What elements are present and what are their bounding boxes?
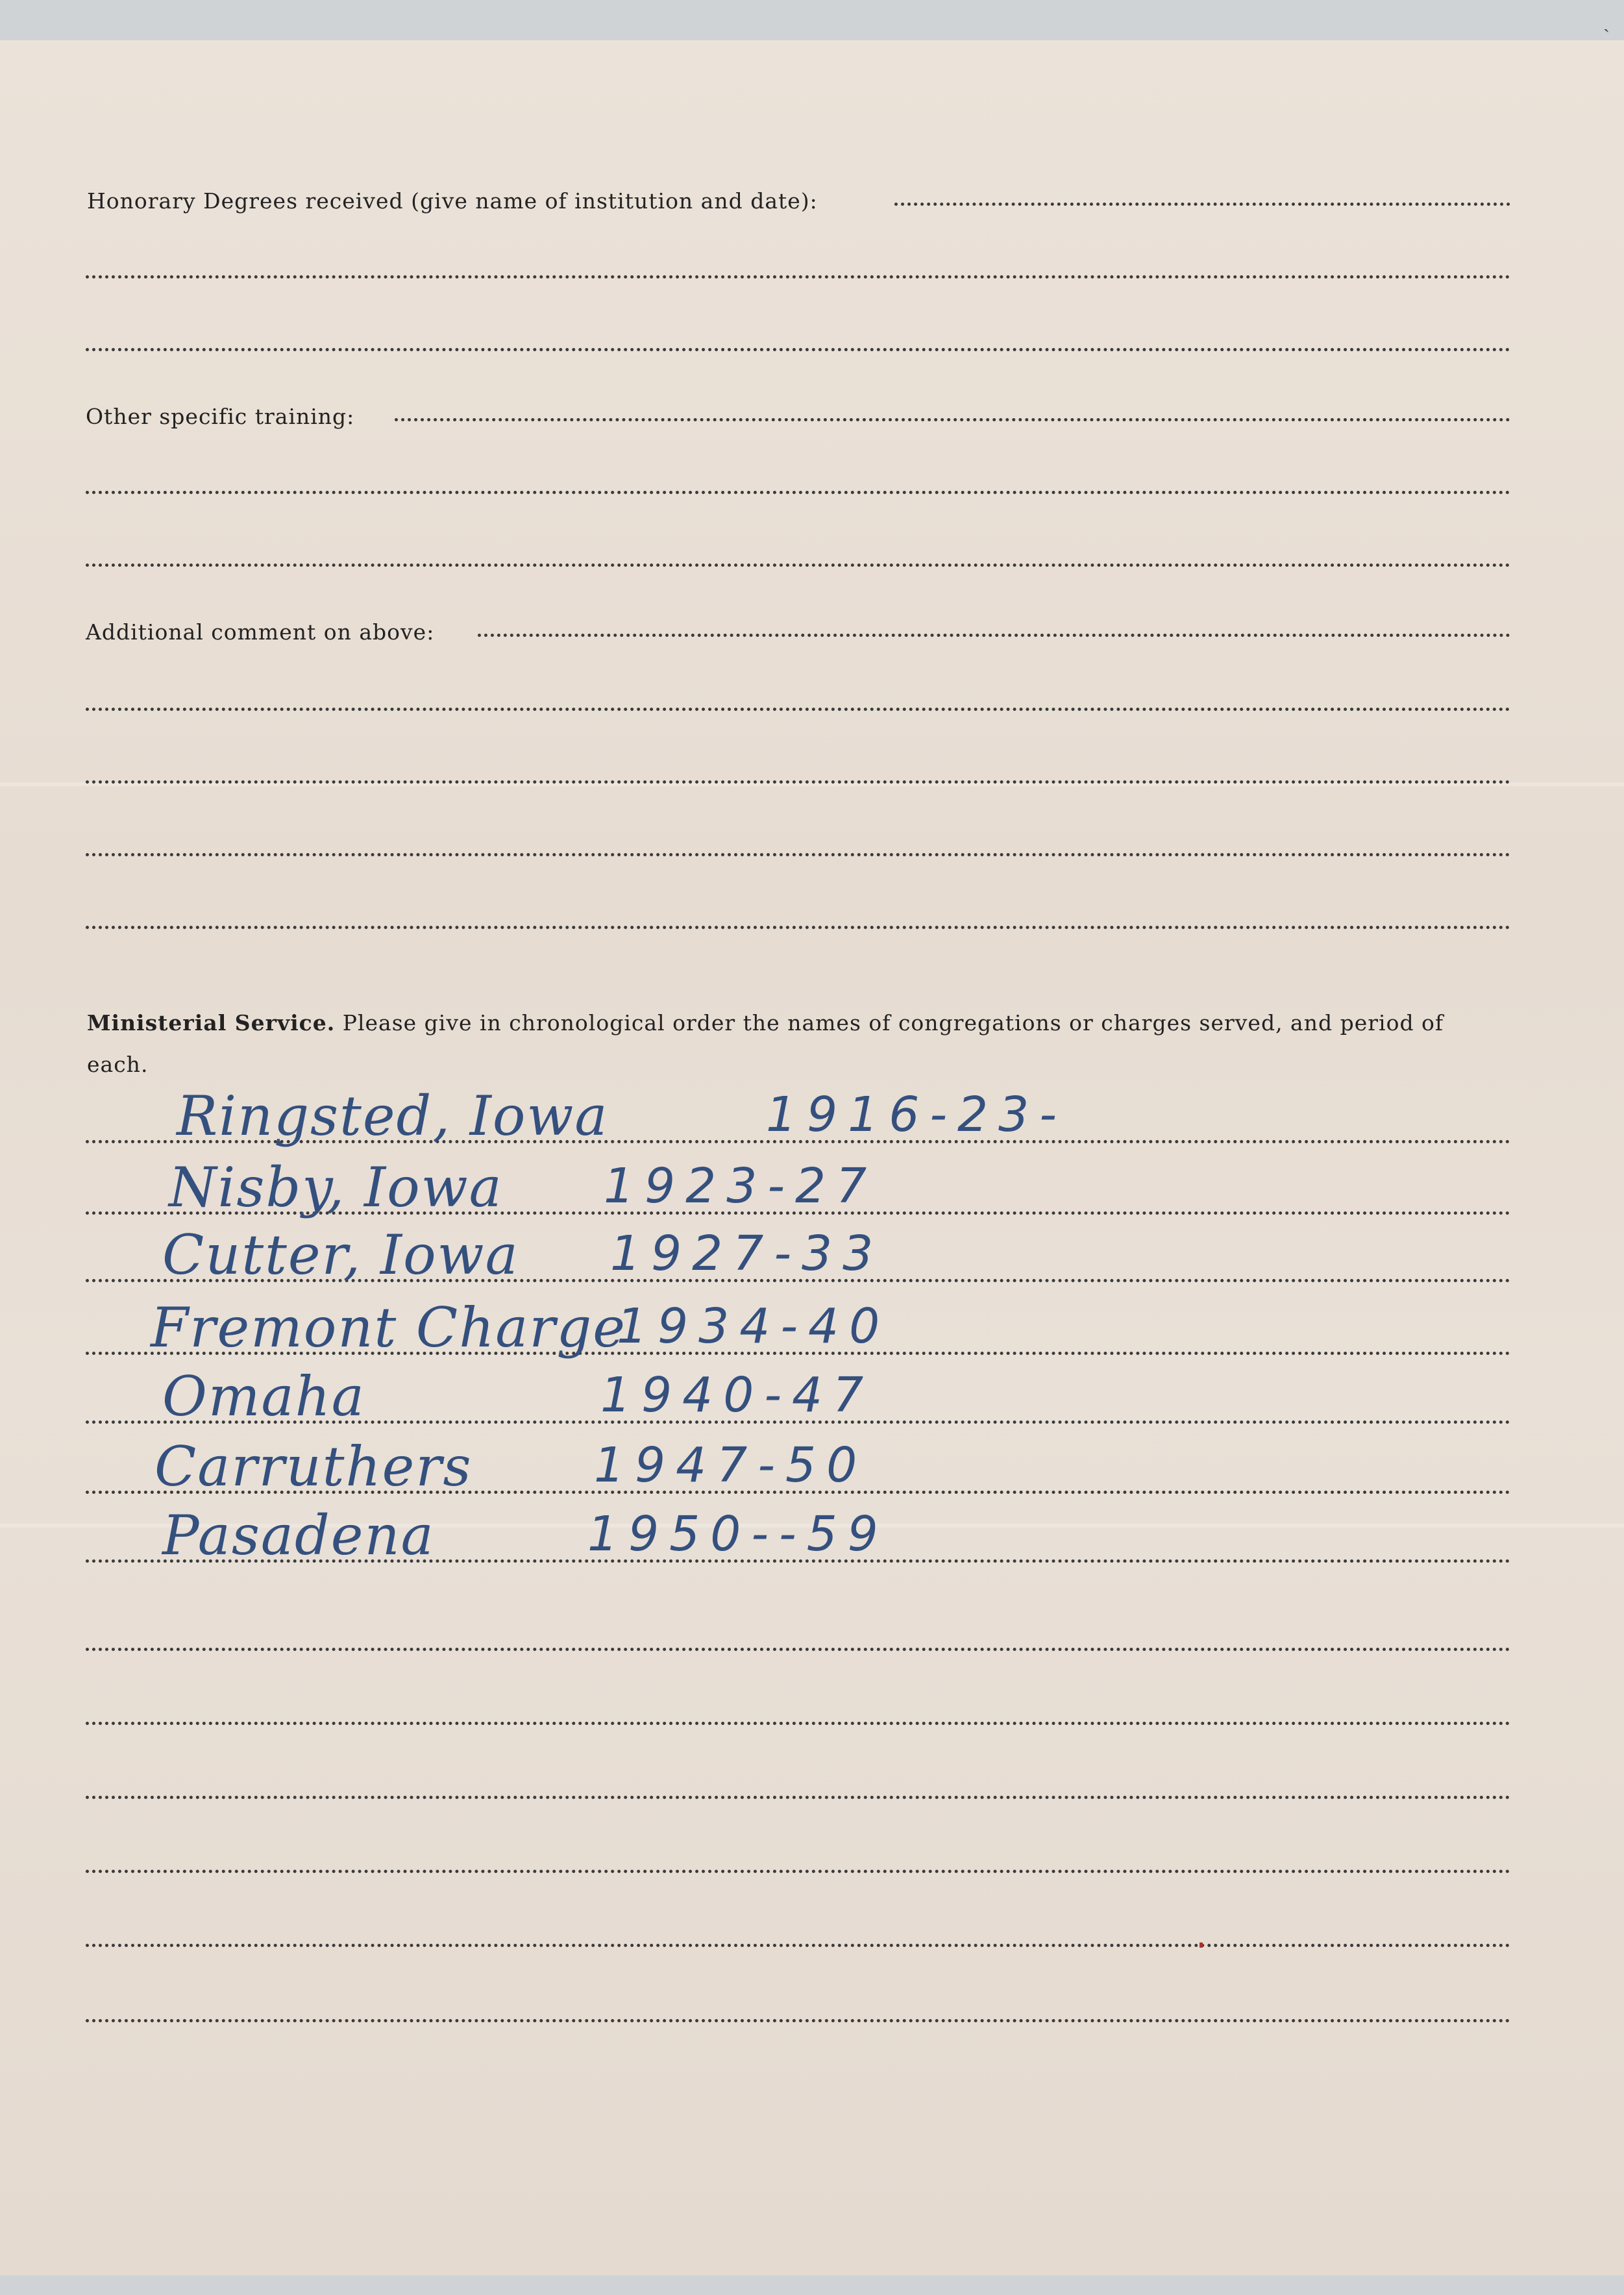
ministerial-service-instructions: [87, 1010, 1444, 1036]
additional-comment-line-4[interactable]: [86, 853, 1510, 856]
other-training-line-2[interactable]: [86, 491, 1510, 494]
service-period: 1947-50: [594, 1437, 868, 1493]
form-page: [0, 40, 1624, 2276]
additional-comment-label: Additional comment on above:: [86, 619, 435, 645]
ministerial-service-blank-line[interactable]: [86, 1796, 1510, 1799]
honorary-degrees-line-3[interactable]: [86, 348, 1510, 351]
ink-speck: [1200, 1942, 1203, 1948]
congregation-name: Pasadena: [162, 1504, 435, 1567]
honorary-degrees-line-2[interactable]: [86, 275, 1510, 279]
ministerial-service-text: Please give in chronological order the names of congregations or charges served, and period of: [342, 1010, 1444, 1036]
service-period: 1950--59: [587, 1506, 889, 1562]
service-period: 1923-27: [604, 1158, 878, 1214]
other-training-label: Other specific training:: [86, 404, 355, 429]
ministerial-service-blank-line[interactable]: [86, 1870, 1510, 1873]
congregation-name: Ringsted, Iowa: [177, 1084, 609, 1148]
honorary-degrees-label: Honorary Degrees received (give name of institution and date):: [87, 188, 818, 214]
ministerial-service-text-cont: each.: [87, 1052, 149, 1077]
ministerial-service-blank-line[interactable]: [86, 1944, 1510, 1947]
service-period: 1934-40: [617, 1298, 891, 1354]
congregation-name: Fremont Charge: [151, 1296, 627, 1359]
corner-mark: ˎ: [1603, 10, 1610, 33]
additional-comment-line-1[interactable]: [478, 634, 1510, 637]
ministerial-service-blank-line[interactable]: [86, 1648, 1510, 1651]
service-period: 1940-47: [600, 1367, 874, 1423]
additional-comment-line-5[interactable]: [86, 926, 1510, 929]
congregation-name: Omaha: [162, 1365, 365, 1428]
ministerial-service-blank-line[interactable]: [86, 1722, 1510, 1725]
other-training-line-1[interactable]: [395, 418, 1510, 421]
other-training-line-3[interactable]: [86, 564, 1510, 567]
congregation-name: Cutter, Iowa: [162, 1223, 519, 1287]
additional-comment-line-2[interactable]: [86, 708, 1510, 711]
honorary-degrees-line-1[interactable]: [894, 203, 1510, 206]
service-period: 1927-33: [610, 1226, 884, 1282]
service-period: 1916-23-: [766, 1087, 1067, 1143]
ministerial-service-blank-line[interactable]: [86, 2019, 1510, 2022]
additional-comment-line-3[interactable]: [86, 780, 1510, 784]
congregation-name: Carruthers: [154, 1435, 473, 1498]
congregation-name: Nisby, Iowa: [169, 1156, 503, 1219]
ministerial-service-heading: Ministerial Service.: [87, 1010, 336, 1036]
